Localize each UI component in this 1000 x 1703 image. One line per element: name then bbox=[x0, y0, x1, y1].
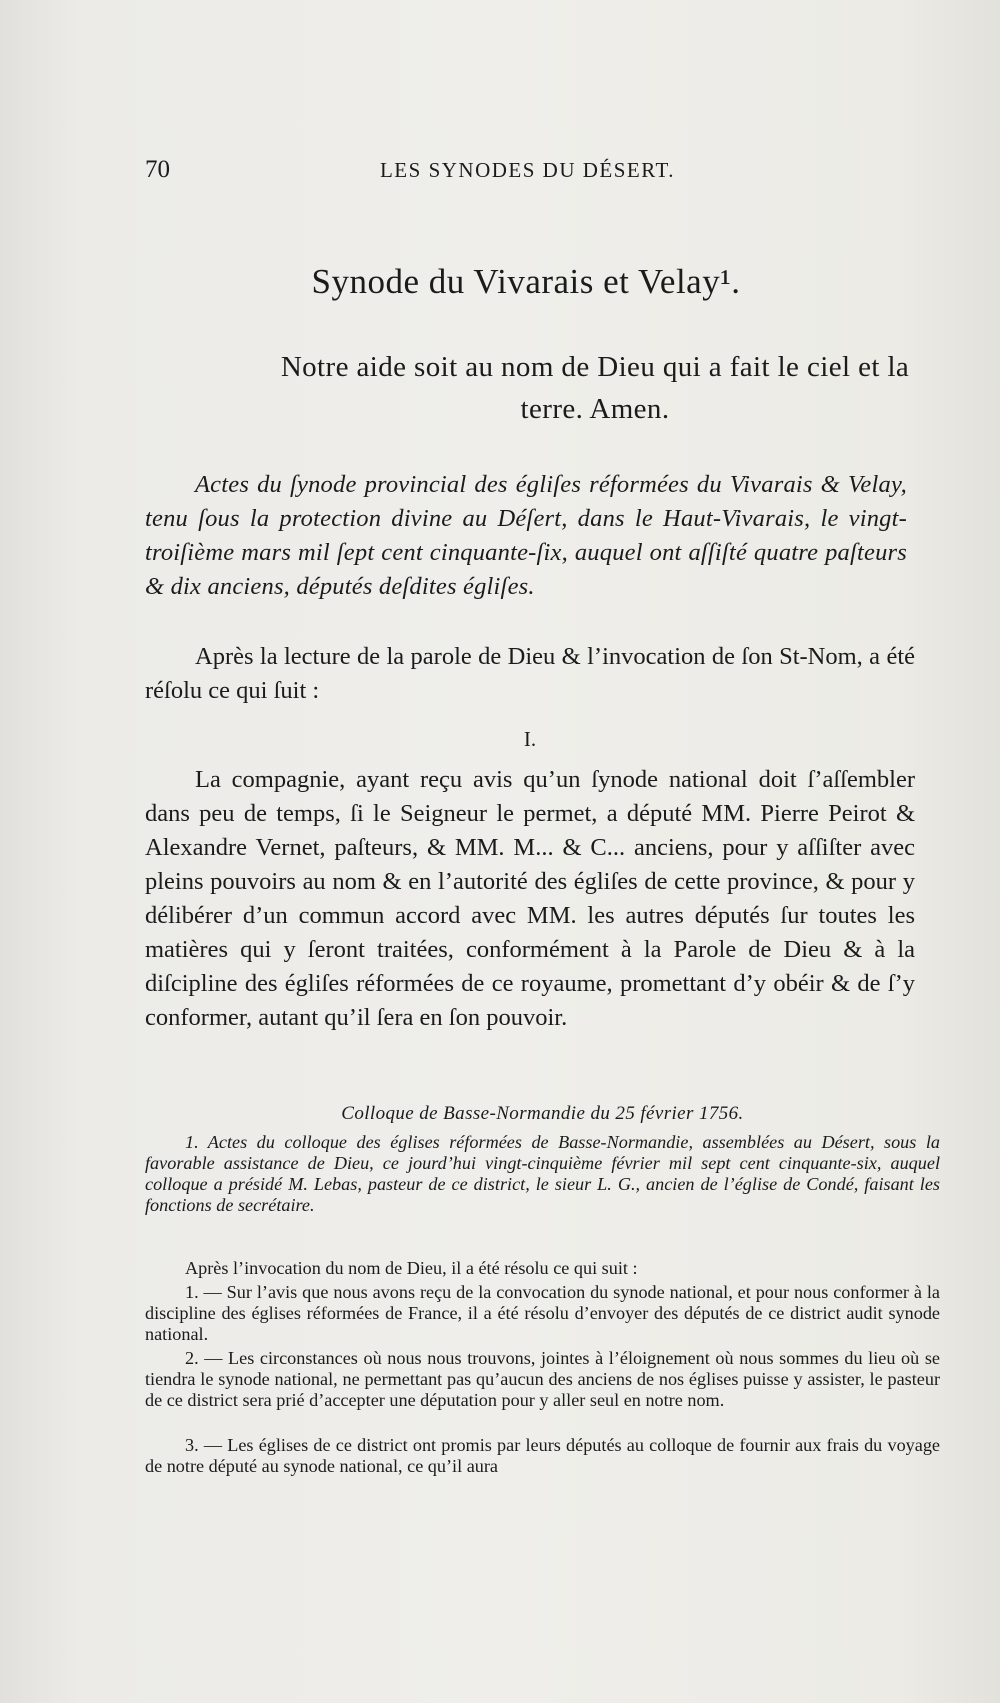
page-number: 70 bbox=[145, 156, 170, 183]
footnote-item-3: 3. — Les églises de ce district ont promis par leurs députés au colloque de fournir aux frais du voyage de notre député au synode national, ce qu’il aura bbox=[145, 1435, 940, 1476]
footnote-item-1: 1. — Sur l’avis que nous avons reçu de la convocation du synode national, et pour nous conformer à la discipline des églises réformées de France, il a été résolu d’envoyer des députés de ce district audit synode national. bbox=[145, 1282, 940, 1344]
footnote-item-2: 2. — Les circonstances où nous nous trouvons, jointes à l’éloignement où nous sommes du lieu où se tiendra le synode national, ne permettant pas qu’aucun des anciens de nos églises puisse y assister, le pasteur de ce district sera prié d’accepter une députation pour y aller seul en notre nom. bbox=[145, 1348, 940, 1410]
acts-heading: Actes du ſynode provincial des égliſes réformées du Vivarais & Velay, tenu ſous la protection divine au Déſert, dans le Haut-Vivarais, le vingt-troiſième mars mil ſept cent cinquante-ſix, auquel ont aſſiſté quatre paſteurs & dix anciens, députés deſdites égliſes. bbox=[145, 471, 907, 600]
page-header bbox=[145, 156, 870, 186]
footnote-1: 1. Actes du colloque des églises réformées de Basse-Normandie, assemblées au Désert, sous la favorable assistance de Dieu, ce jourd’hui vingt-cinquième février mil sept cent cinquante-six, auquel colloque a présidé M. Lebas, pasteur de ce district, le sieur L. G., ancien de l’église de Condé, faisant les fonctions de secrétaire. bbox=[145, 1132, 940, 1215]
section-number: I. bbox=[523, 727, 537, 751]
footnote-title: Colloque de Basse-Normandie du 25 février 1756. bbox=[341, 1103, 744, 1124]
invocation-text: Notre aide soit au nom de Dieu qui a fait le ciel et la terre. Amen. bbox=[280, 351, 910, 425]
footnote-invocation: Après l’invocation du nom de Dieu, il a été résolu ce qui suit : bbox=[185, 1258, 638, 1278]
intro-paragraph: Après la lecture de la parole de Dieu & l’invocation de ſon St-Nom, a été réſolu ce qui ſuit : bbox=[145, 643, 915, 704]
section-title: Synode du Vivarais et Velay¹. bbox=[311, 262, 741, 301]
running-title: LES SYNODES DU DÉSERT. bbox=[379, 158, 676, 182]
article-1-paragraph: La compagnie, ayant reçu avis qu’un ſynode national doit ſ’aſſembler dans peu de temps, ſi le Seigneur le permet, a député MM. Pierre Peirot & Alexandre Vernet, paſteurs, & MM. M... & C... anciens, pour y aſſiſter avec pleins pouvoirs au nom & en l’autorité des égliſes de cette province, & pour y délibérer d’un commun accord avec MM. les autres députés ſur toutes les matières qui y ſeront traitées, conformément à la Parole de Dieu & à la diſcipline des égliſes réformées de ce royaume, promettant d’y obéir & de ſ’y conformer, autant qu’il ſera en ſon pouvoir. bbox=[145, 766, 915, 1031]
